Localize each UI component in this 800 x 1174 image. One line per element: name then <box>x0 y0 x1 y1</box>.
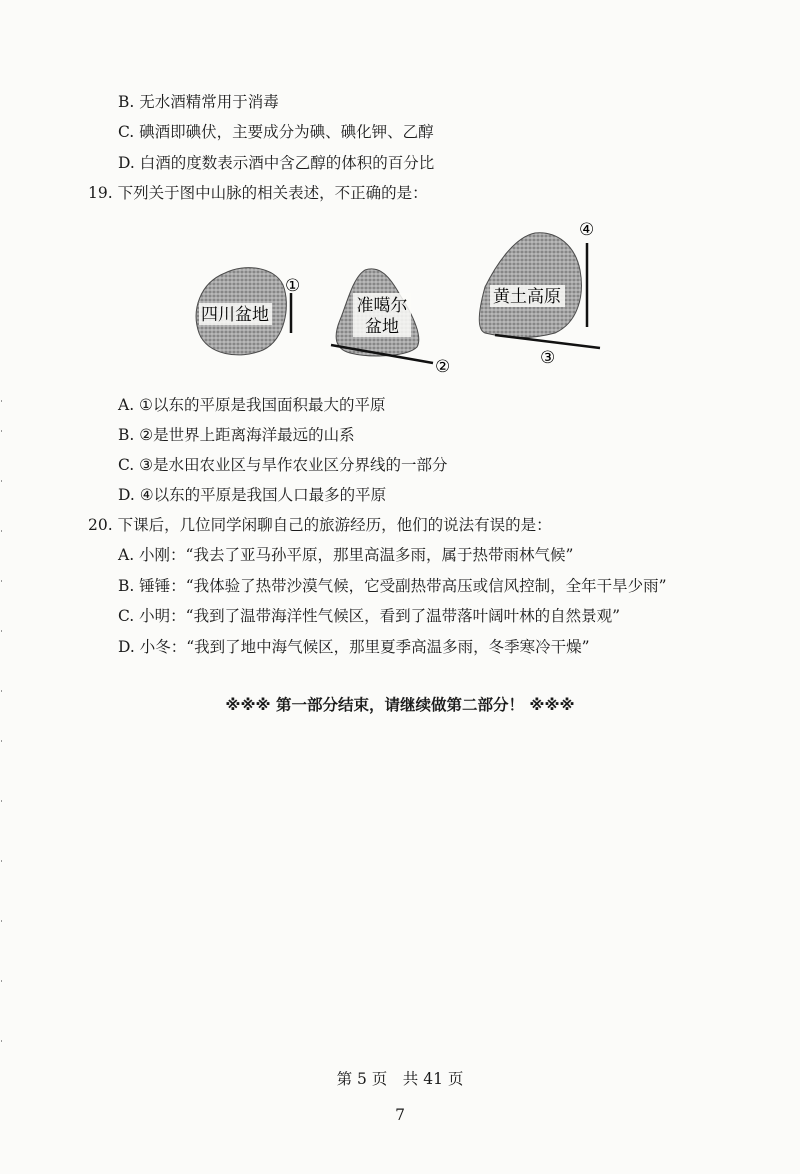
marker-4: ④ <box>579 220 595 240</box>
junggar-basin-label-line2: 盆地 <box>365 317 399 337</box>
q20-stem-text: 下课后，几位同学闲聊自己的旅游经历，他们的说法有误的是： <box>117 516 552 534</box>
mountain-line-3 <box>495 335 600 348</box>
q20-option-d: D. 小冬：“我到了地中海气候区，那里夏季高温多雨，冬季寒冷干燥” <box>118 638 590 656</box>
q19-option-a: A. ①以东的平原是我国面积最大的平原 <box>118 396 386 414</box>
q20-option-b: B. 锤锤：“我体验了热带沙漠气候，它受副热带高压或信风控制，全年干旱少雨” <box>118 577 667 595</box>
q19-number: 19. <box>88 184 113 202</box>
loess-plateau-label: 黄土高原 <box>493 287 561 307</box>
q19-option-c: C. ③是水田农业区与旱作农业区分界线的一部分 <box>118 456 448 474</box>
q20-option-c: C. 小明：“我到了温带海洋性气候区，看到了温带落叶阔叶林的自然景观” <box>118 607 621 625</box>
marker-1: ① <box>285 276 301 296</box>
q19-stem-text: 下列关于图中山脉的相关表述，不正确的是： <box>117 184 428 202</box>
q20-number: 20. <box>88 516 113 534</box>
q19-stem <box>88 183 428 203</box>
q19-mountain-figure <box>185 215 615 375</box>
q18-option-d: D. 白酒的度数表示酒中含乙醇的体积的百分比 <box>118 154 435 172</box>
q20-stem <box>88 515 552 535</box>
q19-option-b: B. ②是世界上距离海洋最远的山系 <box>118 426 355 444</box>
page-number: 7 <box>395 1106 405 1124</box>
junggar-basin-label-line1: 准噶尔 <box>356 296 408 316</box>
q18-option-c: C. 碘酒即碘伏，主要成分为碘、碘化钾、乙醇 <box>118 123 434 141</box>
sichuan-basin-label: 四川盆地 <box>201 305 269 325</box>
part-end-note: ※※※ 第一部分结束，请继续做第二部分！ ※※※ <box>225 696 575 714</box>
binding-margin-dots <box>0 400 4 1100</box>
q20-option-a: A. 小刚：“我去了亚马孙平原，那里高温多雨，属于热带雨林气候” <box>118 546 574 564</box>
q18-option-b: B. 无水酒精常用于消毒 <box>118 93 279 111</box>
marker-2: ② <box>435 357 451 375</box>
marker-3: ③ <box>540 348 556 368</box>
page-footer: 第 5 页 共 41 页 <box>336 1070 464 1088</box>
q19-option-d: D. ④以东的平原是我国人口最多的平原 <box>118 486 387 504</box>
